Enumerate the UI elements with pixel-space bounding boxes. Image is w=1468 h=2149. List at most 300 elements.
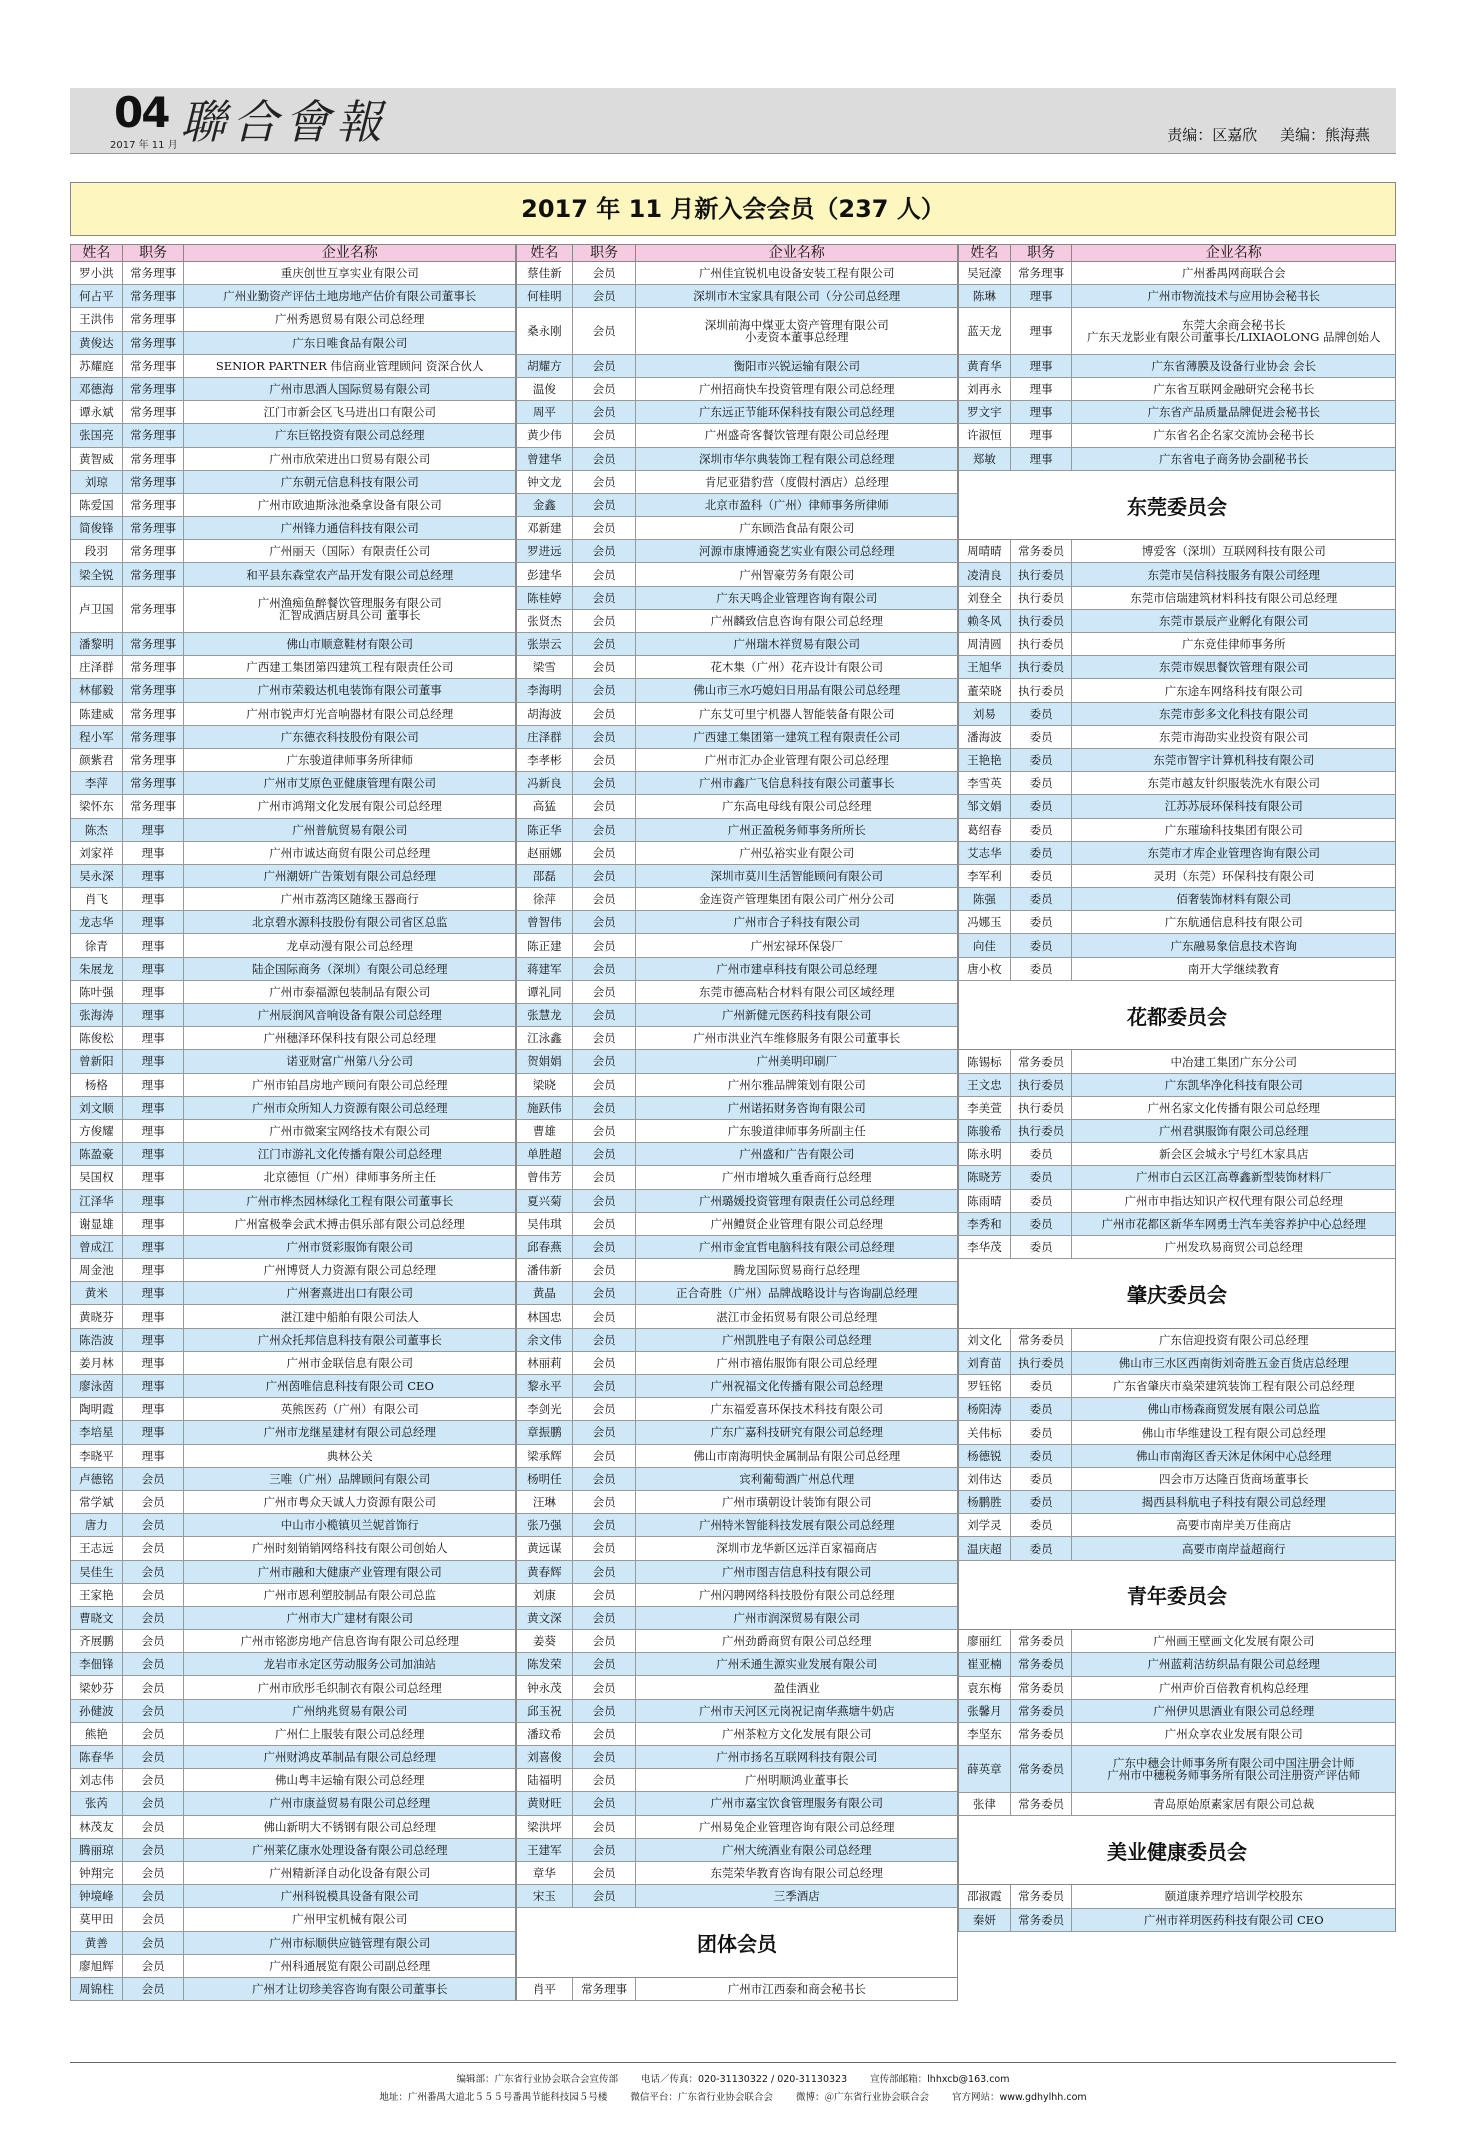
table-row (958, 355, 1396, 378)
member-company: 东莞市信瑞建筑材料科技有限公司总经理 (1130, 590, 1338, 605)
member-company: 广州市龙继星建材有限公司总经理 (263, 1425, 436, 1440)
member-role: 理事 (123, 1120, 185, 1142)
member-name: 杨格 (71, 1074, 123, 1096)
member-company: 佰奢装饰材料有限公司 (1176, 892, 1292, 907)
member-company: 江门市新会区飞马进出口有限公司 (263, 405, 436, 420)
member-name: 赵丽娜 (517, 842, 573, 864)
member-role: 理事 (123, 1074, 185, 1096)
member-column-3 (958, 244, 1396, 1932)
member-name: 高猛 (517, 795, 573, 817)
member-company: 陆企国际商务（深圳）有限公司总经理 (251, 961, 448, 976)
member-role: 理事 (123, 1259, 185, 1281)
table-row (516, 1190, 958, 1213)
member-name: 宋玉 (517, 1885, 573, 1907)
member-role: 会员 (123, 1700, 185, 1722)
member-role: 会员 (123, 1862, 185, 1884)
section-heading: 青年委员会 (958, 1561, 1396, 1631)
member-role: 常务理事 (123, 285, 185, 307)
member-role: 常务委员 (1011, 1793, 1073, 1815)
member-company: 广州发玖易商贸公司总经理 (1164, 1240, 1303, 1255)
member-company: 广州宏禄环保袋厂 (750, 938, 843, 953)
member-name: 林郁毅 (71, 679, 123, 701)
member-company: 广东德衣科技股份有限公司 (280, 729, 419, 744)
member-company: 广州仁上服装有限公司总经理 (274, 1726, 425, 1741)
member-role: 常务理事 (1011, 262, 1073, 284)
member-role: 会员 (573, 610, 637, 632)
member-tables (70, 244, 1396, 2052)
member-name: 董荣晓 (959, 679, 1011, 701)
table-row (516, 981, 958, 1004)
table-row (70, 819, 516, 842)
member-name: 单胜超 (517, 1143, 573, 1165)
member-company: 广州市铂昌房地产顾问有限公司总经理 (251, 1077, 448, 1092)
table-row (516, 517, 958, 540)
member-name: 吴永深 (71, 865, 123, 887)
table-row (70, 1329, 516, 1352)
member-company: 广东广嘉科技研究有限公司总经理 (710, 1425, 883, 1440)
table-row (70, 633, 516, 656)
table-row (516, 587, 958, 610)
table-row (516, 656, 958, 679)
member-name: 廖丽红 (959, 1630, 1011, 1652)
member-company: 广州财鸿皮革制品有限公司总经理 (263, 1750, 436, 1765)
table-row (958, 1097, 1396, 1120)
member-name: 葛绍春 (959, 819, 1011, 841)
table-row (70, 1723, 516, 1746)
member-role: 会员 (573, 819, 637, 841)
member-company: 广州易兔企业管理咨询有限公司总经理 (698, 1819, 895, 1834)
member-company: 佛山市华维建设工程有限公司总经理 (1141, 1425, 1326, 1440)
member-role: 理事 (123, 1282, 185, 1304)
member-role: 会员 (573, 1792, 637, 1814)
member-company: 广州市物流技术与应用协会秘书长 (1147, 289, 1320, 304)
table-row (516, 1607, 958, 1630)
table-row (958, 540, 1396, 563)
table-row (516, 1352, 958, 1375)
member-role: 常务委员 (1011, 1329, 1073, 1351)
table-row (516, 471, 958, 494)
member-name: 刘文顺 (71, 1097, 123, 1119)
member-role: 会员 (573, 1236, 637, 1258)
member-name: 陈杰 (71, 819, 123, 841)
member-company: 广州闪聘网络科技股份有限公司总经理 (698, 1587, 895, 1602)
member-name: 蓝天龙 (959, 308, 1011, 353)
member-role: 会员 (573, 1004, 637, 1026)
member-role: 委员 (1011, 1190, 1073, 1212)
member-company: 广东竞佳律师事务所 (1181, 637, 1286, 652)
member-name: 谭永斌 (71, 401, 123, 423)
section-heading: 美业健康委员会 (958, 1816, 1396, 1886)
member-name: 王洪伟 (71, 308, 123, 330)
table-row (516, 1050, 958, 1073)
member-company: 广东天鸣企业管理咨询有限公司 (716, 590, 878, 605)
member-company: 深圳市木宝家具有限公司（分公司总经理 (693, 289, 901, 304)
member-name: 彭建华 (517, 563, 573, 585)
member-company: 广东巨铭投资有限公司总经理 (274, 428, 425, 443)
member-role: 会员 (573, 1885, 637, 1907)
table-row (958, 911, 1396, 934)
member-role: 委员 (1011, 1421, 1073, 1443)
member-role: 会员 (573, 1700, 637, 1722)
table-row (516, 494, 958, 517)
member-company: 广州市图吉信息科技有限公司 (721, 1564, 872, 1579)
member-role: 会员 (123, 1653, 185, 1675)
member-company: 广州市花都区新华车网勇士汽车美容养护中心总经理 (1101, 1216, 1366, 1231)
member-role: 会员 (573, 1213, 637, 1235)
table-row (516, 1792, 958, 1815)
member-role: 常务委员 (1011, 1746, 1073, 1791)
member-role: 常务理事 (123, 517, 185, 539)
member-company: 广州弘裕实业有限公司 (739, 845, 855, 860)
member-name: 何桂明 (517, 285, 573, 307)
table-row (958, 1491, 1396, 1514)
member-role: 理事 (123, 865, 185, 887)
member-name: 肖平 (517, 1978, 573, 2000)
member-name: 刘琼 (71, 471, 123, 493)
member-role: 会员 (573, 1120, 637, 1142)
member-name: 向佳 (959, 934, 1011, 956)
member-name: 吴国权 (71, 1166, 123, 1188)
member-name: 曾建华 (517, 448, 573, 470)
member-company: 东莞市彭多文化科技有限公司 (1158, 706, 1309, 721)
member-name: 章振鹏 (517, 1421, 573, 1443)
member-role: 常务委员 (1011, 540, 1073, 562)
member-company: 灵玥（东莞）环保科技有限公司 (1153, 869, 1315, 884)
table-row (958, 401, 1396, 424)
member-company: 盈佳酒业 (773, 1680, 820, 1695)
table-row (70, 355, 516, 378)
member-role: 会员 (573, 1561, 637, 1583)
member-role: 理事 (123, 1305, 185, 1327)
member-company: 深圳市华尔典装饰工程有限公司总经理 (698, 451, 895, 466)
member-name: 陈桂婷 (517, 587, 573, 609)
member-company: 重庆创世互享实业有限公司 (280, 266, 419, 281)
table-row (516, 1445, 958, 1468)
member-company: 广州市合子科技有限公司 (733, 915, 860, 930)
table-row (958, 610, 1396, 633)
member-company: 博爱客（深圳）互联网科技有限公司 (1141, 544, 1326, 559)
table-row (70, 1166, 516, 1189)
table-row (70, 772, 516, 795)
issue-date: 2017 年 11 月 (110, 140, 178, 151)
table-row (516, 448, 958, 471)
member-company: 广州业勤资产评估土地房地产估价有限公司董事长 (223, 289, 477, 304)
table-row (958, 424, 1396, 447)
member-role: 执行委员 (1011, 656, 1073, 678)
member-company: 高要市南岸益超商行 (1181, 1541, 1286, 1556)
member-company: 河源市康博通瓷艺实业有限公司总经理 (698, 544, 895, 559)
member-role: 理事 (123, 1004, 185, 1026)
member-name: 林丽莉 (517, 1352, 573, 1374)
member-role: 执行委员 (1011, 1097, 1073, 1119)
member-company: 广州鳢贤企业管理有限公司总经理 (710, 1216, 883, 1231)
member-company: 广东骏道律师事务所律师 (286, 753, 413, 768)
member-company: 北京德恒（广州）律师事务所主任 (263, 1170, 436, 1185)
member-role: 理事 (123, 934, 185, 956)
member-column-2 (516, 244, 958, 2001)
table-header (70, 244, 516, 262)
member-name: 李萍 (71, 772, 123, 794)
member-name: 梁晓 (517, 1074, 573, 1096)
member-company: 广州市欣荣进出口贸易有限公司 (269, 451, 431, 466)
member-role: 会员 (573, 1816, 637, 1838)
member-role: 会员 (123, 1746, 185, 1768)
member-company: 广州瑞木祥贸易有限公司 (733, 637, 860, 652)
member-company: 广州凯胜电子有限公司总经理 (721, 1332, 872, 1347)
member-company: 广东朝元信息科技有限公司 (280, 474, 419, 489)
member-name: 梁妙芬 (71, 1676, 123, 1698)
member-company: 广州正盈税务师事务所所长 (727, 822, 866, 837)
editors (1149, 124, 1370, 145)
table-row (70, 795, 516, 818)
member-role: 会员 (573, 795, 637, 817)
member-name: 江泽华 (71, 1190, 123, 1212)
member-name: 邵磊 (517, 865, 573, 887)
member-name: 陈正建 (517, 934, 573, 956)
member-role: 会员 (573, 1769, 637, 1791)
table-row (516, 1862, 958, 1885)
table-row (958, 1398, 1396, 1421)
member-role: 常务理事 (123, 308, 185, 330)
member-company: 南开大学继续教育 (1187, 961, 1280, 976)
member-company: 金连资产管理集团有限公司广州分公司 (698, 892, 895, 907)
member-role: 常务理事 (123, 772, 185, 794)
table-row (516, 1700, 958, 1723)
member-company: 广州市祥玥医药科技有限公司 CEO (1143, 1912, 1324, 1927)
table-row (516, 819, 958, 842)
member-role: 会员 (573, 1352, 637, 1374)
member-role: 理事 (1011, 378, 1073, 400)
table-row (70, 1120, 516, 1143)
header-name: 姓名 (517, 245, 573, 261)
table-row (516, 1676, 958, 1699)
member-company: 广州伊贝思酒业有限公司总经理 (1153, 1703, 1315, 1718)
member-company: 广州市诚达商贸有限公司总经理 (269, 845, 431, 860)
member-name: 蒋建军 (517, 958, 573, 980)
table-row (70, 424, 516, 447)
member-role: 常务理事 (123, 494, 185, 516)
table-row (516, 865, 958, 888)
table-header (958, 244, 1396, 262)
member-column-1 (70, 244, 516, 2001)
member-name: 陈建威 (71, 703, 123, 725)
member-name: 陈发荣 (517, 1653, 573, 1675)
member-name: 程小军 (71, 726, 123, 748)
member-name: 陈叶强 (71, 981, 123, 1003)
member-role: 委员 (1011, 1398, 1073, 1420)
member-name: 李剑光 (517, 1398, 573, 1420)
member-role: 会员 (573, 517, 637, 539)
table-row (70, 1932, 516, 1955)
member-company: 诺亚财富广州第八分公司 (286, 1054, 413, 1069)
table-row (70, 726, 516, 749)
member-role: 理事 (123, 1352, 185, 1374)
table-row (516, 1213, 958, 1236)
member-role: 会员 (573, 1514, 637, 1536)
member-role: 会员 (573, 749, 637, 771)
member-role: 委员 (1011, 1166, 1073, 1188)
member-company: 广州科通展览有限公司副总经理 (269, 1958, 431, 1973)
member-name: 关伟标 (959, 1421, 1011, 1443)
member-name: 刘育苗 (959, 1352, 1011, 1374)
member-role: 执行委员 (1011, 1120, 1073, 1142)
table-header (516, 244, 958, 262)
member-name: 杨阳涛 (959, 1398, 1011, 1420)
table-row (516, 842, 958, 865)
member-name: 谢显雄 (71, 1213, 123, 1235)
member-role: 委员 (1011, 1375, 1073, 1397)
footer-wechat: 微信平台：广东省行业协会联合会 (630, 2092, 773, 2103)
table-row (958, 1700, 1396, 1723)
member-role: 会员 (573, 448, 637, 470)
table-row (70, 911, 516, 934)
member-company: 中冶建工集团广东分公司 (1170, 1054, 1297, 1069)
member-role: 理事 (123, 1421, 185, 1443)
member-company: 广东凯华净化科技有限公司 (1164, 1077, 1303, 1092)
member-company: 东莞市吴信科技服务有限公司经理 (1147, 567, 1320, 582)
table-row (958, 888, 1396, 911)
member-role: 理事 (1011, 285, 1073, 307)
member-name: 王志远 (71, 1537, 123, 1559)
member-name: 朱展龙 (71, 958, 123, 980)
member-name: 陈骏希 (959, 1120, 1011, 1142)
member-company: 广州声价百倍教育机构总经理 (1158, 1680, 1309, 1695)
member-name: 李华茂 (959, 1236, 1011, 1258)
table-row (70, 1584, 516, 1607)
member-name: 曹雄 (517, 1120, 573, 1142)
member-name: 陶明霞 (71, 1398, 123, 1420)
member-company: 宾利葡萄酒广州总代理 (739, 1471, 855, 1486)
member-name: 刘喜俊 (517, 1746, 573, 1768)
member-name: 吴冠濠 (959, 262, 1011, 284)
member-role: 会员 (573, 262, 637, 284)
member-name: 刘志伟 (71, 1769, 123, 1791)
member-company: 广州市增城久重香商行总经理 (721, 1170, 872, 1185)
table-row (70, 1398, 516, 1421)
header-role: 职务 (573, 245, 637, 261)
member-company: 深圳市莫川生活智能顾问有限公司 (710, 868, 883, 883)
member-company: 广州盛奇客餐饮管理有限公司总经理 (704, 428, 889, 443)
member-role: 常务理事 (123, 448, 185, 470)
member-company: 广州市标顺供应链管理有限公司 (269, 1935, 431, 1950)
member-company: 广州市江西泰和商会秘书长 (727, 1982, 866, 1997)
member-company: 广州市鑫广飞信息科技有限公司董事长 (698, 776, 895, 791)
member-role: 理事 (123, 1097, 185, 1119)
member-name: 廖旭辉 (71, 1955, 123, 1977)
member-role: 会员 (573, 587, 637, 609)
member-role: 委员 (1011, 749, 1073, 771)
member-role: 常务理事 (123, 703, 185, 725)
editor: 责编：区嘉欣 (1167, 126, 1258, 144)
member-role: 理事 (123, 1190, 185, 1212)
member-name: 黄智威 (71, 448, 123, 470)
table-row (958, 1793, 1396, 1816)
member-company: 江门市游礼文化传播有限公司总经理 (257, 1147, 442, 1162)
member-company: 广州画王壁画文化发展有限公司 (1153, 1634, 1315, 1649)
table-row (70, 1746, 516, 1769)
member-name: 邓新建 (517, 517, 573, 539)
member-company: 广州市扬名互联网科技有限公司 (716, 1750, 878, 1765)
member-role: 理事 (1011, 308, 1073, 353)
member-role: 常务委员 (1011, 1653, 1073, 1675)
member-role: 理事 (123, 1050, 185, 1072)
table-row (70, 1885, 516, 1908)
table-row (516, 1421, 958, 1444)
member-company: 广东顾浩食品有限公司 (739, 521, 855, 536)
table-row (70, 1537, 516, 1560)
table-row (70, 1375, 516, 1398)
member-role: 常务委员 (1011, 1700, 1073, 1722)
table-row (958, 749, 1396, 772)
table-row (516, 610, 958, 633)
member-role: 会员 (573, 1305, 637, 1327)
member-company: 广东融易象信息技术咨询 (1170, 938, 1297, 953)
member-company: 佛山市三水区西南街刘奇胜五金百货店总经理 (1118, 1356, 1349, 1371)
member-role: 会员 (573, 1746, 637, 1768)
table-row (958, 1885, 1396, 1908)
table-row (516, 540, 958, 563)
member-company: 东莞市才库企业管理咨询有限公司 (1147, 845, 1320, 860)
member-role: 常务理事 (123, 401, 185, 423)
table-row (70, 1491, 516, 1514)
table-row (70, 378, 516, 401)
table-row (70, 285, 516, 308)
member-name: 刘登全 (959, 587, 1011, 609)
member-name: 王建军 (517, 1839, 573, 1861)
member-name: 庄泽群 (517, 726, 573, 748)
table-row (70, 1074, 516, 1097)
member-company: 广州智豪劳务有限公司 (739, 567, 855, 582)
member-name: 潘海波 (959, 726, 1011, 748)
member-name: 邱玉祝 (517, 1700, 573, 1722)
table-row (70, 1607, 516, 1630)
member-name: 冯新良 (517, 772, 573, 794)
member-company: 腾龙国际贸易商行总经理 (733, 1263, 860, 1278)
footer-email: 宣传部邮箱：lhhxcb@163.com (870, 2074, 1010, 2085)
table-row (958, 308, 1396, 354)
member-role: 执行委员 (1011, 563, 1073, 585)
member-name: 王文忠 (959, 1074, 1011, 1096)
member-role: 会员 (573, 1584, 637, 1606)
table-row (70, 332, 516, 355)
table-row (958, 1120, 1396, 1143)
member-name: 薛英章 (959, 1746, 1011, 1791)
table-row (958, 1909, 1396, 1932)
table-row (958, 1677, 1396, 1700)
member-role: 会员 (573, 1839, 637, 1861)
member-role: 委员 (1011, 1468, 1073, 1490)
member-name: 陈俊松 (71, 1027, 123, 1049)
member-name: 蔡佳新 (517, 262, 573, 284)
member-role: 委员 (1011, 865, 1073, 887)
table-row (70, 981, 516, 1004)
member-role: 常务理事 (123, 378, 185, 400)
member-company: 广州招商快车投资管理有限公司总经理 (698, 382, 895, 397)
member-role: 会员 (573, 1282, 637, 1304)
member-company: 广州市汇办企业管理有限公司总经理 (704, 753, 889, 768)
newspaper-logo: 聯合會報 (180, 95, 388, 149)
member-role: 会员 (573, 934, 637, 956)
member-company: 广州新健元医药科技有限公司 (721, 1008, 872, 1023)
table-row (958, 1190, 1396, 1213)
member-role: 常务委员 (1011, 1723, 1073, 1745)
member-company: 广州尔雅品牌策划有限公司 (727, 1077, 866, 1092)
table-row (70, 1468, 516, 1491)
member-role: 执行委员 (1011, 679, 1073, 701)
member-role: 会员 (123, 1908, 185, 1930)
member-name: 汪琳 (517, 1491, 573, 1513)
member-name: 李晓平 (71, 1445, 123, 1467)
